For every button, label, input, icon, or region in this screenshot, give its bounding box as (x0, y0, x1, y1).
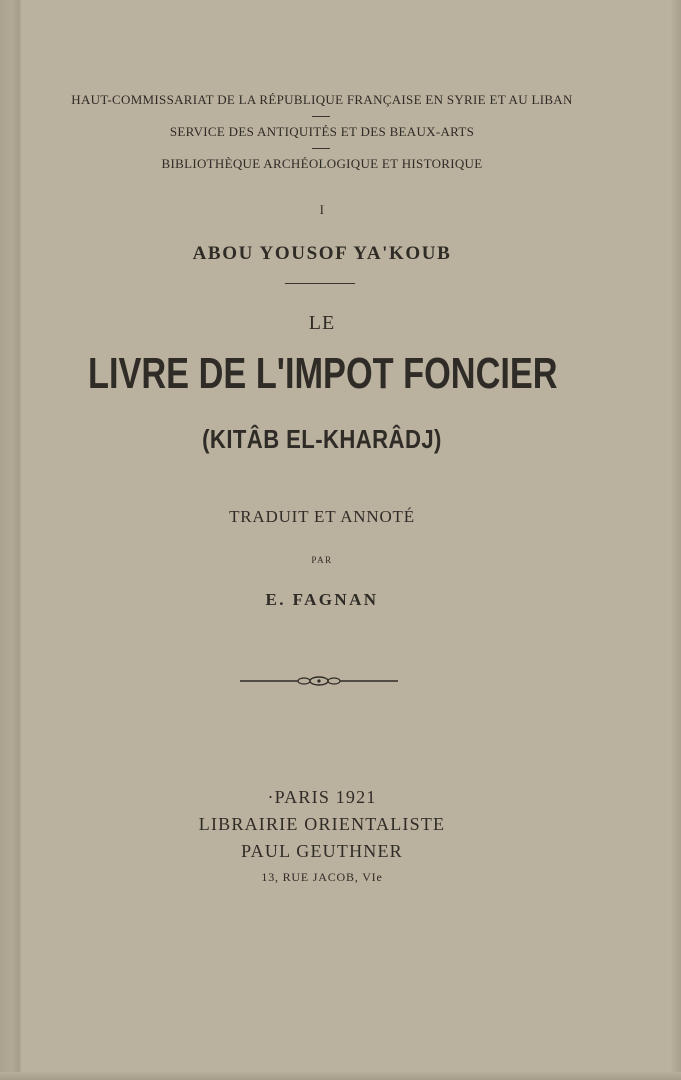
book-title: LIVRE DE L'IMPOT FONCIER (88, 349, 558, 398)
ornament-divider (240, 674, 398, 688)
cover-bottom-edge (0, 1072, 681, 1080)
publisher-address: 13, RUE JACOB, VIe (261, 870, 383, 884)
header-dash-2 (312, 148, 330, 149)
author-rule (285, 283, 355, 284)
book-subtitle: (KITÂB EL-KHARÂDJ) (202, 424, 442, 454)
header-dash-1 (312, 116, 330, 117)
imprint-place-year: ·PARIS 1921 (267, 787, 377, 807)
cover-spine-edge (0, 0, 22, 1080)
publisher-name: LIBRAIRIE ORIENTALISTE (198, 814, 446, 834)
series-library: BIBLIOTHÈQUE ARCHÉOLOGIQUE ET HISTORIQUE (161, 156, 483, 171)
publisher-person: PAUL GEUTHNER (241, 841, 403, 861)
translation-credit: TRADUIT ET ANNOTÉ (229, 507, 415, 526)
translator-name: E. FAGNAN (265, 590, 379, 609)
title-article: LE (308, 312, 336, 334)
by-label: PAR (311, 555, 333, 565)
volume-number: I (319, 202, 325, 217)
series-institution: HAUT-COMMISSARIAT DE LA RÉPUBLIQUE FRANÇAISE EN SYRIE ET AU LIBAN (71, 92, 573, 107)
series-service: SERVICE DES ANTIQUITÉS ET DES BEAUX-ARTS (169, 124, 475, 139)
author-name: ABOU YOUSOF YA'KOUB (192, 243, 452, 264)
cover-right-edge (671, 0, 681, 1080)
